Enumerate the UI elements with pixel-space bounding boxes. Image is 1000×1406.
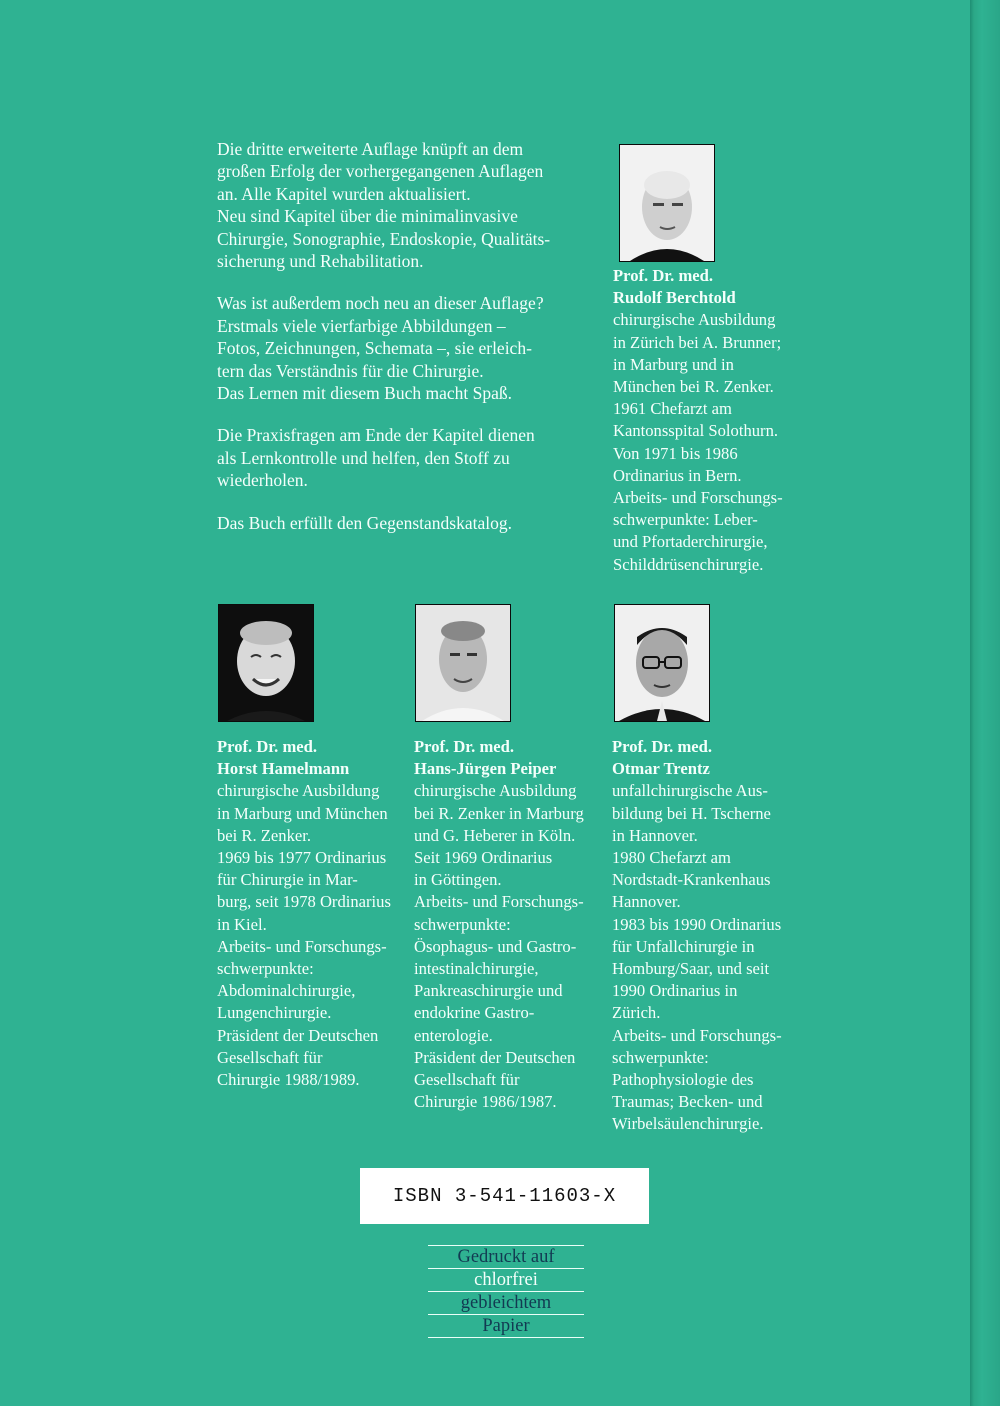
portrait-berchtold: [620, 145, 714, 261]
intro-paragraph-2: Was ist außerdem noch neu an dieser Auflage? Erstmals viele vierfarbige Abbildungen – Fotos, Zeichnungen, Schemata –, sie erleich- tern das Verständnis für die Chirurgie. Das Lernen mit diesem Buch macht Spaß.: [217, 293, 544, 404]
chlorine-free-paper-note: [428, 1245, 584, 1338]
author-bio-peiper: Prof. Dr. med. Hans-Jürgen Peiper chirurgische Ausbildung bei R. Zenker in Marburg und G. Heberer in Köln. Seit 1969 Ordinarius in Göttingen. Arbeits- und Forschungs- schwerpunkte: Ösophagus- und Gastro- intestinalchirurgie, Pankreaschirurgie und endokrine Gastro- enterologie. Präsident der Deutschen Gesellschaft für Chirurgie 1986/1987.: [414, 736, 604, 1113]
author-title: Prof. Dr. med.: [217, 737, 318, 756]
author-title: Prof. Dr. med.: [414, 737, 515, 756]
intro-paragraph-4: Das Buch erfüllt den Gegenstandskatalog.: [217, 512, 512, 533]
author-name: Hans-Jürgen Peiper: [414, 759, 557, 779]
paper-note-line: chlorfrei: [428, 1269, 584, 1292]
author-bio-berchtold: Prof. Dr. med. Rudolf Berchtold chirurgische Ausbildung in Zürich bei A. Brunner; in Marburg und in München bei R. Zenker. 1961 Chefarzt am Kantonsspital Solothurn. Von 1971 bis 1986 Ordinarius in Bern. Arbeits- und Forschungs- schwerpunkte: Leber- und Pfortaderchirurgie, Schilddrüsenchirurgie.: [613, 265, 803, 576]
intro-text: [217, 138, 607, 554]
portrait-trentz: [615, 605, 709, 721]
author-photo-hamelmann: [218, 604, 314, 722]
author-name: Rudolf Berchtold: [613, 288, 736, 308]
isbn-number: ISBN 3-541-11603-X: [392, 1185, 617, 1207]
portrait-hamelmann: [219, 605, 313, 721]
author-name: Otmar Trentz: [612, 759, 710, 779]
paper-note-line: Gedruckt auf: [428, 1245, 584, 1269]
book-spine-edge: [970, 0, 1000, 1406]
author-title: Prof. Dr. med.: [612, 737, 713, 756]
author-photo-berchtold: [619, 144, 715, 262]
author-bio-hamelmann: Prof. Dr. med. Horst Hamelmann chirurgische Ausbildung in Marburg und München bei R. Zenker. 1969 bis 1977 Ordinarius für Chirurgie in Mar- burg, seit 1978 Ordinarius in Kiel. Arbeits- und Forschungs- schwerpunkte: Abdominalchirurgie, Lungenchirurgie. Präsident der Deutschen Gesellschaft für Chirurgie 1988/1989.: [217, 736, 407, 1091]
intro-paragraph-1: Die dritte erweiterte Auflage knüpft an dem großen Erfolg der vorhergegangenen Auflagen an. Alle Kapitel wurden aktualisiert. Neu sind Kapitel über die minimalinvasive Chirurgie, Sonographie, Endoskopie, Qualitäts- sicherung und Rehabilitation.: [217, 139, 551, 272]
intro-paragraph-3: Die Praxisfragen am Ende der Kapitel dienen als Lernkontrolle und helfen, den Stoff zu wiederholen.: [217, 425, 535, 491]
author-title: Prof. Dr. med.: [613, 266, 714, 285]
isbn-label: [360, 1168, 649, 1224]
portrait-peiper: [416, 605, 510, 721]
paper-note-line: gebleichtem: [428, 1292, 584, 1315]
author-photo-peiper: [415, 604, 511, 722]
author-name: Horst Hamelmann: [217, 759, 350, 779]
paper-note-line: Papier: [428, 1315, 584, 1338]
author-bio-trentz: Prof. Dr. med. Otmar Trentz unfallchirurgische Aus- bildung bei H. Tscherne in Hannover. 1980 Chefarzt am Nordstadt-Krankenhaus Hannover. 1983 bis 1990 Ordinarius für Unfallchirurgie in Homburg/Saar, und seit 1990 Ordinarius in Zürich. Arbeits- und Forschungs- schwerpunkte: Pathophysiologie des Traumas; Becken- und Wirbelsäulenchirurgie.: [612, 736, 802, 1136]
author-photo-trentz: [614, 604, 710, 722]
